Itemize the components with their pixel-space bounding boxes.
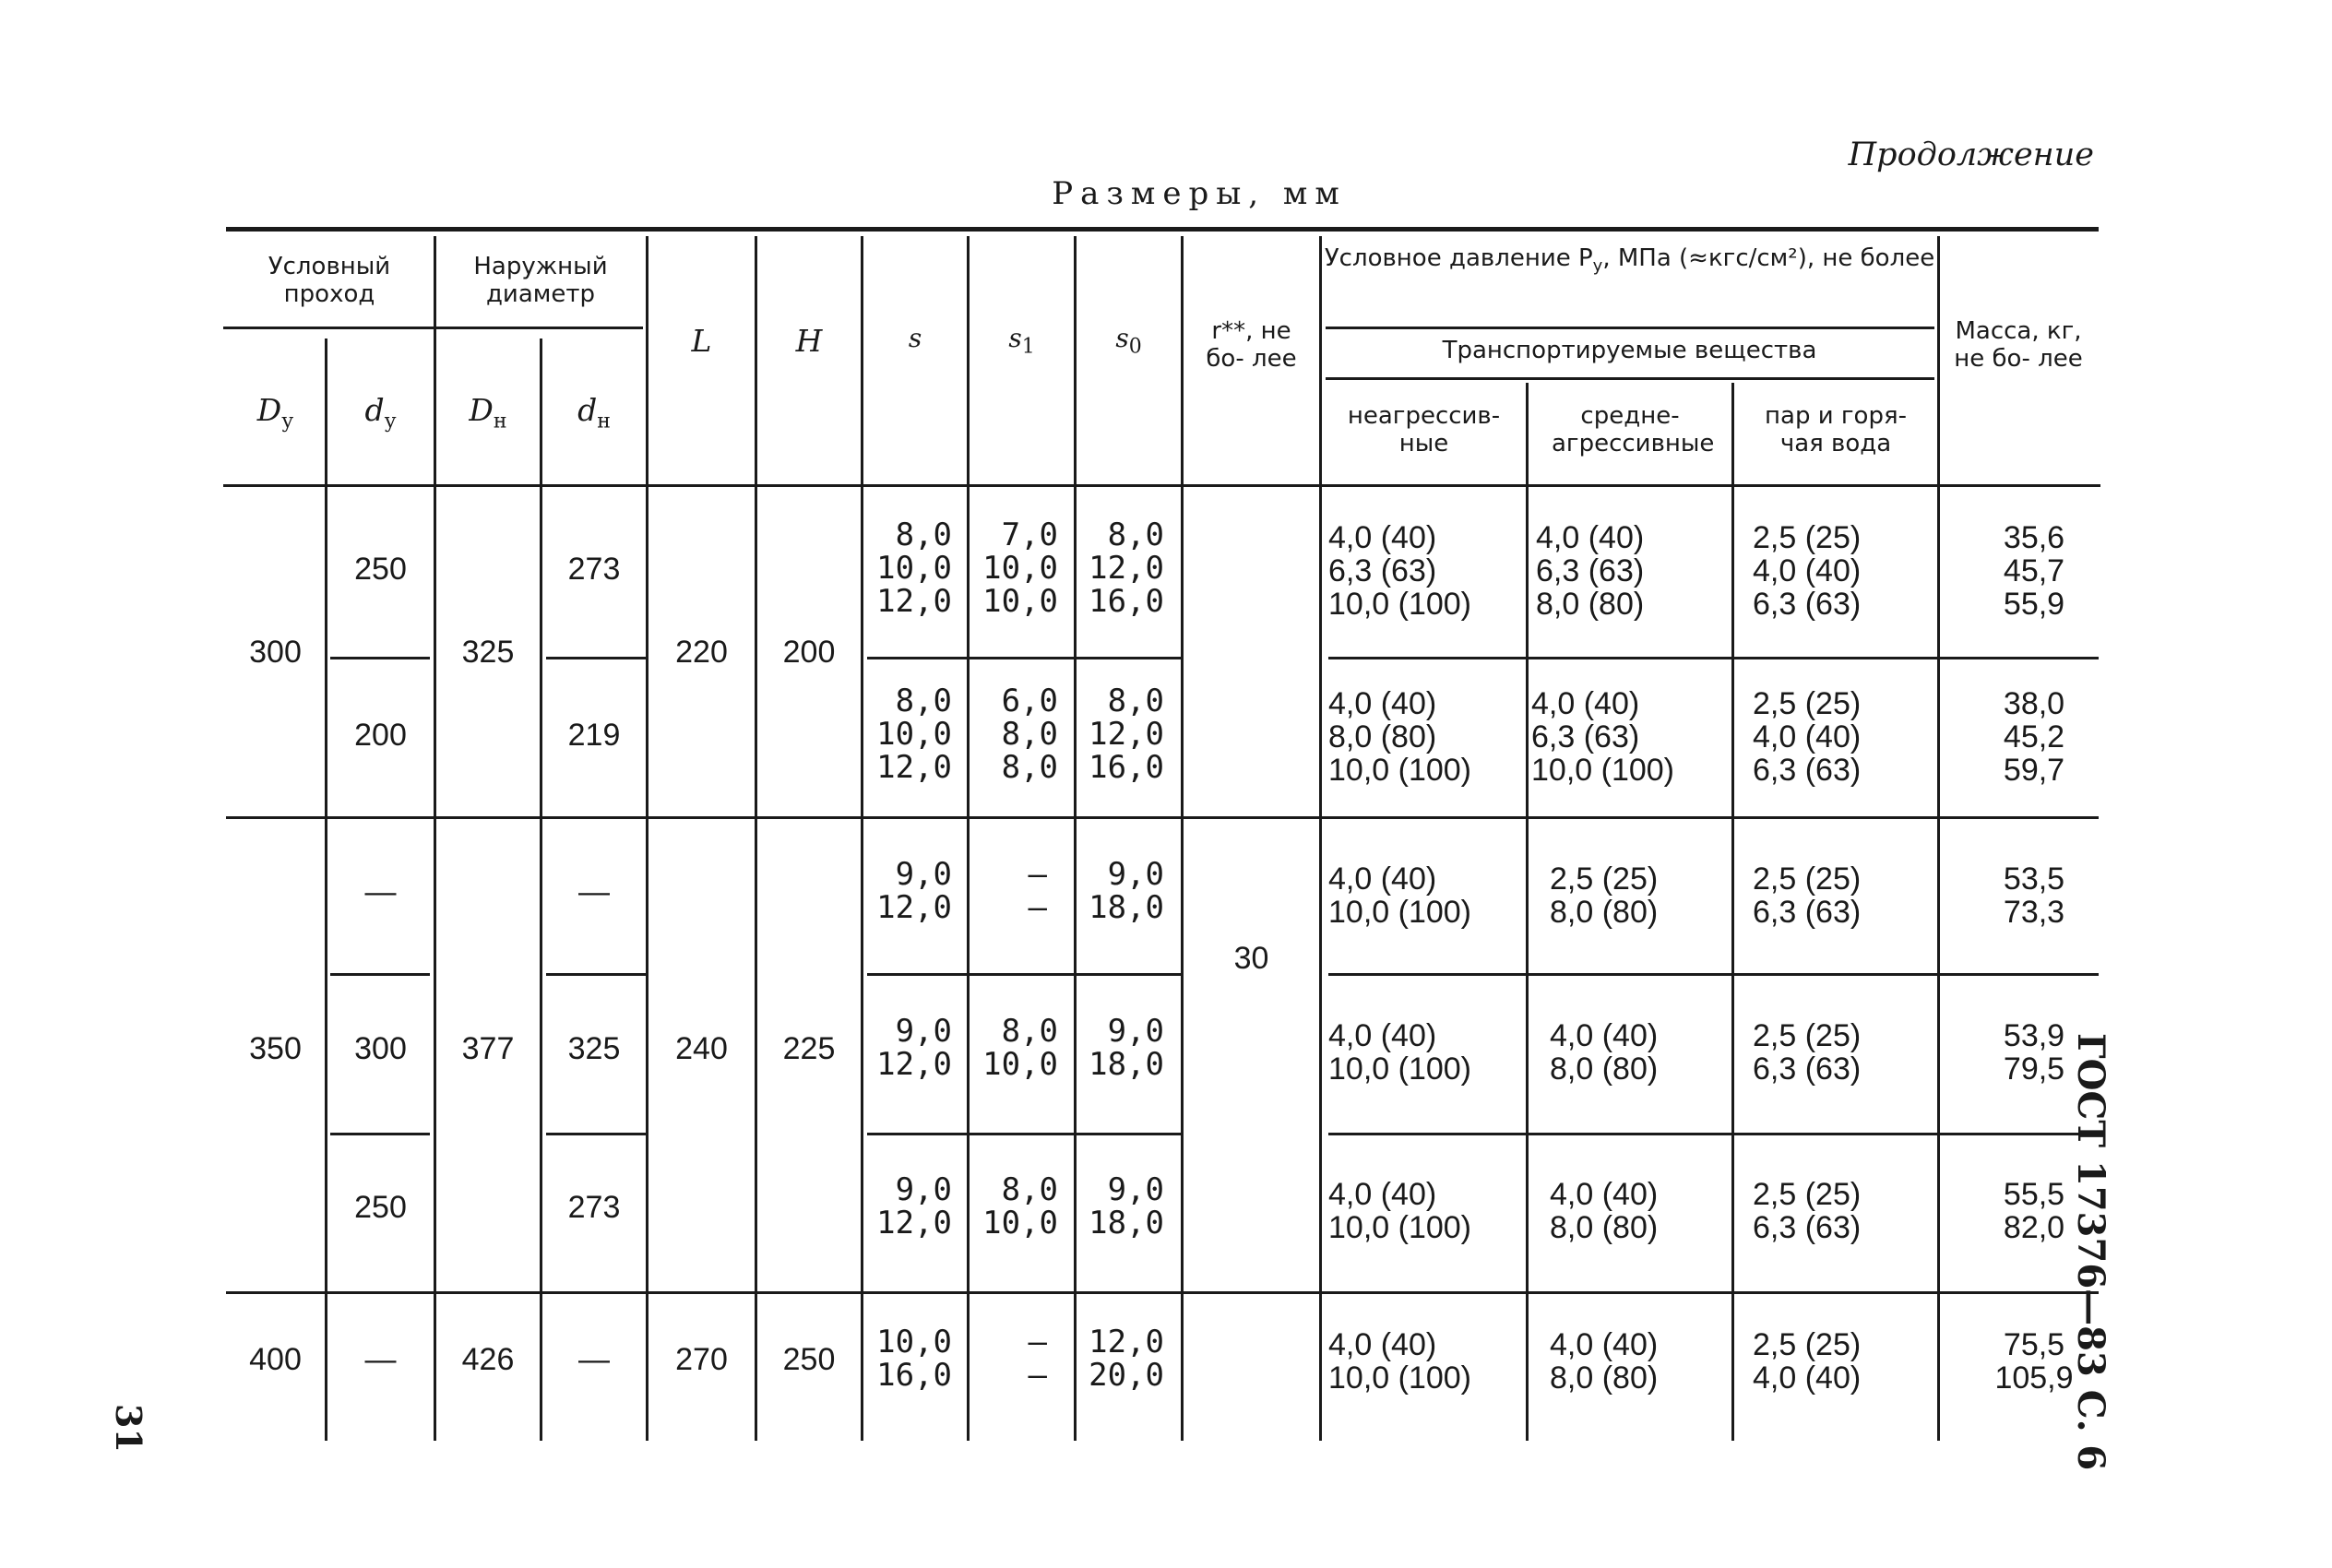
row-pressure-steam: 2,5 (25) 6,3 (63) (1753, 1177, 1862, 1245)
sub-rule (1328, 657, 2099, 659)
col-rule (755, 236, 757, 1441)
col-rule (1074, 236, 1077, 1441)
header-Dn: $D_н$ (469, 392, 507, 434)
group-rule (226, 816, 2099, 819)
row-s1: — — (1028, 1324, 1047, 1394)
row-dn: — (578, 1342, 610, 1377)
row-pressure-steam: 2,5 (25) 4,0 (40) (1753, 1327, 1862, 1396)
row-pressure-steam: 2,5 (25) 6,3 (63) (1753, 1018, 1862, 1087)
group-H: 200 (782, 635, 836, 670)
row-s: 8,0 10,0 12,0 (876, 683, 952, 786)
row-s: 9,0 12,0 (876, 856, 952, 926)
col-rule (967, 236, 970, 1441)
header-mid-aggressive: средне- агрессивные (1552, 402, 1715, 457)
sub-rule (867, 973, 1181, 976)
header-conditional-pass: Условный проход (268, 253, 391, 308)
group-Dy: 300 (249, 635, 302, 670)
r-value: 30 (1233, 941, 1269, 976)
row-s1: 7,0 10,0 10,0 (982, 517, 1058, 620)
row-dy: — (364, 1342, 397, 1377)
row-s1: — — (1028, 856, 1047, 926)
row-s1: 8,0 10,0 (982, 1171, 1058, 1241)
row-pressure-mid-aggressive: 2,5 (25) 8,0 (80) (1550, 861, 1659, 930)
header-H: H (795, 323, 823, 359)
rule-under-pressure-title (1326, 327, 1934, 329)
header-s1: $s_1$ (1008, 323, 1035, 359)
header-mass: Масса, кг, не бо- лее (1954, 317, 2083, 373)
row-mass: 38,0 45,2 59,7 (2003, 686, 2065, 788)
row-dn: 219 (567, 718, 621, 753)
row-s0: 9,0 18,0 (1089, 1013, 1164, 1083)
sub-rule (546, 1133, 646, 1135)
col-rule (1526, 383, 1529, 1441)
row-pressure-mid-aggressive: 4,0 (40) 6,3 (63) 8,0 (80) (1536, 520, 1645, 622)
header-steam-hot-water: пар и горя- чая вода (1765, 402, 1907, 457)
row-pressure-steam: 2,5 (25) 4,0 (40) 6,3 (63) (1753, 520, 1862, 622)
row-dy: 250 (354, 1190, 407, 1225)
group-L: 220 (675, 635, 728, 670)
sub-rule (1328, 973, 2099, 976)
row-s0: 8,0 12,0 16,0 (1089, 683, 1164, 786)
row-mass: 53,9 79,5 (2003, 1018, 2065, 1087)
header-Dy: $D_у$ (256, 392, 294, 434)
row-pressure-steam: 2,5 (25) 4,0 (40) 6,3 (63) (1753, 686, 1862, 788)
rule-under-header (223, 484, 2100, 487)
row-pressure-nonaggressive: 4,0 (40) 6,3 (63) 10,0 (100) (1328, 520, 1471, 622)
row-s: 10,0 16,0 (876, 1324, 952, 1394)
row-pressure-nonaggressive: 4,0 (40) 10,0 (100) (1328, 1327, 1471, 1396)
col-rule (861, 236, 863, 1441)
sub-rule (330, 1133, 430, 1135)
col-rule (1181, 236, 1184, 1441)
row-pressure-mid-aggressive: 4,0 (40) 8,0 (80) (1550, 1018, 1659, 1087)
row-pressure-nonaggressive: 4,0 (40) 10,0 (100) (1328, 861, 1471, 930)
header-L: L (691, 323, 712, 359)
row-mass: 75,5 105,9 (1994, 1327, 2074, 1396)
sub-rule (1328, 1133, 2099, 1135)
group-H: 225 (782, 1031, 836, 1066)
sub-rule (867, 1133, 1181, 1135)
sub-rule (330, 657, 430, 659)
page-number: 31 (108, 1404, 149, 1453)
row-dn: 325 (567, 1031, 621, 1066)
standard-reference: ГОСТ 17376—83 С. 6 (2069, 1033, 2112, 1471)
row-mass: 55,5 82,0 (2003, 1177, 2065, 1245)
group-rule (226, 1291, 2099, 1294)
header-s0: $s_0$ (1115, 323, 1142, 359)
header-s: s (908, 323, 922, 353)
row-pressure-mid-aggressive: 4,0 (40) 8,0 (80) (1550, 1327, 1659, 1396)
table-caption: Размеры, мм (1052, 175, 1347, 212)
header-pressure: Условное давление $P_у$, МПа (≈кгс/см²), не более (1324, 244, 1935, 277)
row-s: 8,0 10,0 12,0 (876, 517, 952, 620)
row-mass: 53,5 73,3 (2003, 861, 2065, 930)
rule-under-transported (1326, 377, 1934, 380)
row-pressure-nonaggressive: 4,0 (40) 8,0 (80) 10,0 (100) (1328, 686, 1471, 788)
row-dn: 273 (567, 1190, 621, 1225)
row-s: 9,0 12,0 (876, 1171, 952, 1241)
col-rule (646, 236, 648, 1441)
row-dy: 300 (354, 1031, 407, 1066)
group-Dn: 377 (461, 1031, 515, 1066)
header-dy: $d_у$ (364, 392, 397, 434)
group-Dy: 400 (249, 1342, 302, 1377)
header-dn: $d_н$ (577, 392, 611, 434)
col-rule (1731, 383, 1734, 1441)
row-s0: 9,0 18,0 (1089, 1171, 1164, 1241)
header-r: r**, не бо- лее (1206, 317, 1297, 373)
header-outer-diameter: Наружный диаметр (473, 253, 608, 308)
row-dy: — (364, 874, 397, 909)
sub-rule (546, 657, 646, 659)
group-L: 240 (675, 1031, 728, 1066)
header-transported-substances: Транспортируемые вещества (1442, 337, 1817, 364)
row-s1: 6,0 8,0 8,0 (1001, 683, 1058, 786)
row-dn: 273 (567, 552, 621, 587)
row-pressure-steam: 2,5 (25) 6,3 (63) (1753, 861, 1862, 930)
row-mass: 35,6 45,7 55,9 (2003, 520, 2065, 622)
row-pressure-nonaggressive: 4,0 (40) 10,0 (100) (1328, 1177, 1471, 1245)
row-pressure-mid-aggressive: 4,0 (40) 8,0 (80) (1550, 1177, 1659, 1245)
header-nonaggressive: неагрессив- ные (1347, 402, 1501, 457)
row-s0: 9,0 18,0 (1089, 856, 1164, 926)
sub-rule (867, 657, 1181, 659)
row-dy: 200 (354, 718, 407, 753)
row-s0: 12,0 20,0 (1089, 1324, 1164, 1394)
row-dn: — (578, 874, 610, 909)
group-Dy: 350 (249, 1031, 302, 1066)
row-dy: 250 (354, 552, 407, 587)
group-L: 270 (675, 1342, 728, 1377)
row-s: 9,0 12,0 (876, 1013, 952, 1083)
sub-rule (330, 973, 430, 976)
continuation-label: Продолжение (1848, 137, 2094, 173)
sub-rule (546, 973, 646, 976)
table-top-rule (226, 227, 2099, 232)
row-pressure-mid-aggressive: 4,0 (40) 6,3 (63) 10,0 (100) (1531, 686, 1674, 788)
row-s1: 8,0 10,0 (982, 1013, 1058, 1083)
group-Dn: 325 (461, 635, 515, 670)
group-H: 250 (782, 1342, 836, 1377)
col-rule (1937, 236, 1940, 1441)
row-pressure-nonaggressive: 4,0 (40) 10,0 (100) (1328, 1018, 1471, 1087)
row-s0: 8,0 12,0 16,0 (1089, 517, 1164, 620)
group-Dn: 426 (461, 1342, 515, 1377)
